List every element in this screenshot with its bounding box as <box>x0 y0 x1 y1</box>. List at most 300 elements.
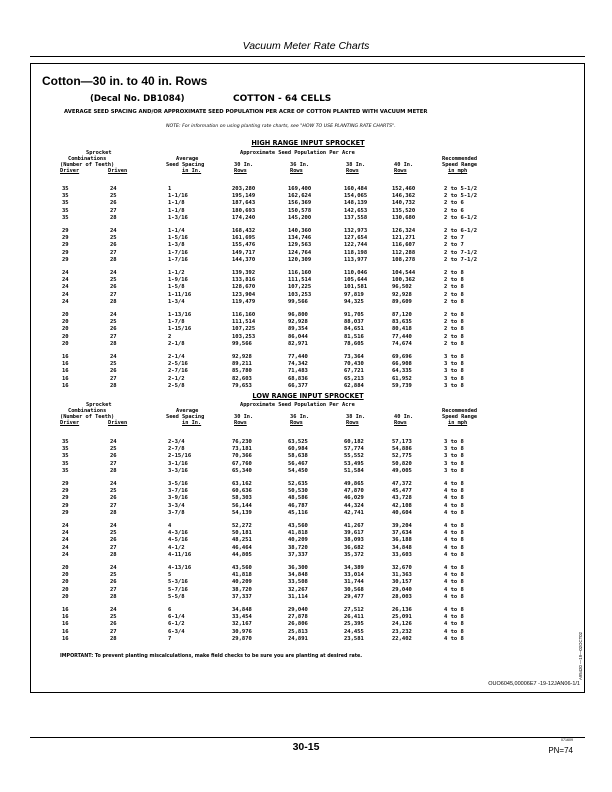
cell-pop-40: 100,362 <box>392 277 416 284</box>
cell-driven: 24 <box>110 270 117 276</box>
cell-spacing: 1-3/16 <box>168 214 188 221</box>
cell-pop-36: 63,525 <box>288 439 308 445</box>
cell-pop-40: 25,091 <box>392 614 412 621</box>
cell-speed: 3 to 8 <box>444 354 464 360</box>
cell-driver: 24 <box>62 298 69 305</box>
cell-spacing: 2-1/2 <box>168 375 185 382</box>
cell-spacing: 1-1/4 <box>168 228 185 234</box>
cell-pop-30: 79,653 <box>232 382 252 389</box>
cell-driver: 20 <box>62 319 69 326</box>
cell-pop-40: 33,603 <box>392 551 412 558</box>
cell-driver: 20 <box>62 579 69 586</box>
cell-spacing: 1-7/16 <box>168 249 188 256</box>
cell-driver: 35 <box>62 467 69 474</box>
cell-pop-38: 105,644 <box>344 277 368 284</box>
cell-pop-30: 54,139 <box>232 509 252 516</box>
hdr-40in: 40 In. <box>394 162 414 168</box>
cell-speed: 3 to 8 <box>444 368 464 375</box>
cell-driven: 25 <box>110 488 117 495</box>
cell-driven: 28 <box>110 340 117 347</box>
cell-pop-40: 32,670 <box>392 565 412 571</box>
cell-pop-36: 162,624 <box>288 193 312 200</box>
cell-driven: 26 <box>110 284 117 291</box>
cell-pop-36: 103,253 <box>288 291 312 298</box>
cell-driver: 29 <box>62 495 69 502</box>
cell-pop-40: 54,886 <box>392 446 412 453</box>
cell-spacing: 2-5/16 <box>168 361 188 368</box>
cell-pop-36: 60,984 <box>288 446 308 453</box>
cell-driver: 20 <box>62 593 69 600</box>
cell-pop-38: 110,046 <box>344 270 368 276</box>
hdr-speed-range: Speed Range <box>442 162 478 168</box>
cell-spacing: 1-1/8 <box>168 200 185 207</box>
cell-speed: 2 to 5-1/2 <box>444 186 478 192</box>
cell-driven: 25 <box>110 446 117 453</box>
cell-pop-40: 43,728 <box>392 495 412 502</box>
cell-pop-38: 33,014 <box>344 572 364 579</box>
cell-pop-36: 37,337 <box>288 551 308 558</box>
cell-pop-38: 65,213 <box>344 375 364 382</box>
cell-pop-30: 32,167 <box>232 621 252 628</box>
cell-speed: 4 to 8 <box>444 502 464 509</box>
cell-spacing: 1-9/16 <box>168 277 188 284</box>
cell-speed: 4 to 8 <box>444 537 464 544</box>
hdr-36in: 36 In. <box>290 162 310 168</box>
cell-pop-40: 77,440 <box>392 333 412 340</box>
cell-driven: 27 <box>110 207 117 214</box>
hdr-40in: 40 In. <box>394 414 414 420</box>
cell-pop-30: 149,717 <box>232 249 256 256</box>
cell-spacing: 4-1/2 <box>168 544 185 551</box>
cell-driver: 24 <box>62 523 69 529</box>
hdr-recommended: Recommended <box>442 408 478 414</box>
cell-spacing: 1 <box>168 186 172 192</box>
cell-pop-36: 145,200 <box>288 214 312 221</box>
cell-pop-38: 31,744 <box>344 579 364 586</box>
cell-driver: 35 <box>62 200 69 207</box>
cell-pop-40: 121,271 <box>392 235 416 242</box>
cell-pop-30: 73,181 <box>232 446 252 453</box>
cell-spacing: 3-9/16 <box>168 495 188 502</box>
hdr-30in: 30 In. <box>234 414 254 420</box>
cell-pop-40: 87,120 <box>392 312 412 318</box>
cell-speed: 3 to 8 <box>444 453 464 460</box>
cell-pop-36: 27,878 <box>288 614 308 621</box>
cell-driver: 16 <box>62 621 69 628</box>
cell-pop-38: 51,584 <box>344 467 364 474</box>
cell-driver: 35 <box>62 453 69 460</box>
hdr-driver: Driver <box>60 168 80 174</box>
cell-pop-30: 48,251 <box>232 537 252 544</box>
cell-driven: 24 <box>110 481 117 487</box>
cell-spacing: 5-7/16 <box>168 586 188 593</box>
cell-spacing: 2-7/16 <box>168 368 188 375</box>
cell-driven: 24 <box>110 439 117 445</box>
cell-pop-30: 123,904 <box>232 291 256 298</box>
cell-pop-30: 29,870 <box>232 635 252 642</box>
cell-pop-40: 92,928 <box>392 291 412 298</box>
section-title: Cotton—30 in. to 40 in. Rows <box>42 74 208 88</box>
cell-spacing: 1-13/16 <box>168 312 192 318</box>
cell-pop-30: 37,337 <box>232 593 252 600</box>
cell-speed: 4 to 8 <box>444 593 464 600</box>
cell-pop-38: 78,605 <box>344 340 364 347</box>
cell-pop-36: 116,160 <box>288 270 312 276</box>
pn-label: PN=74 <box>548 746 573 755</box>
cell-pop-30: 168,432 <box>232 228 256 234</box>
hdr-rows-38: Rows <box>346 168 359 174</box>
cell-driven: 27 <box>110 375 117 382</box>
cell-pop-30: 33,454 <box>232 614 252 621</box>
cell-spacing: 1-5/8 <box>168 284 185 291</box>
cell-pop-36: 71,483 <box>288 368 308 375</box>
cell-speed: 2 to 7 <box>444 235 464 242</box>
cell-pop-30: 56,144 <box>232 502 252 509</box>
cell-spacing: 3-3/4 <box>168 502 185 509</box>
cell-pop-38: 55,552 <box>344 453 364 460</box>
cell-pop-36: 124,764 <box>288 249 312 256</box>
hdr-38in: 38 In. <box>346 162 366 168</box>
side-figure-code: A95420 —19—02OCT02 <box>578 631 583 680</box>
page-number: 30-15 <box>292 741 320 753</box>
cell-pop-40: 116,607 <box>392 242 416 249</box>
cell-pop-30: 41,818 <box>232 572 252 579</box>
cell-driven: 28 <box>110 551 117 558</box>
cell-driven: 26 <box>110 326 117 333</box>
cell-pop-38: 53,495 <box>344 460 364 467</box>
cell-pop-38: 38,093 <box>344 537 364 544</box>
cell-speed: 3 to 8 <box>444 382 464 389</box>
cell-spacing: 1-15/16 <box>168 326 192 333</box>
cell-pop-40: 66,908 <box>392 361 412 368</box>
cell-pop-36: 33,508 <box>288 579 308 586</box>
cell-pop-36: 54,450 <box>288 467 308 474</box>
cell-pop-38: 27,512 <box>344 607 364 613</box>
cell-driven: 25 <box>110 193 117 200</box>
cell-driven: 24 <box>110 607 117 613</box>
cell-spacing: 3-1/16 <box>168 460 188 467</box>
cell-speed: 4 to 8 <box>444 565 464 571</box>
cell-pop-40: 34,848 <box>392 544 412 551</box>
cell-pop-38: 81,516 <box>344 333 364 340</box>
cell-driver: 24 <box>62 551 69 558</box>
cell-speed: 2 to 8 <box>444 291 464 298</box>
hdr-rows-36: Rows <box>290 420 303 426</box>
cell-speed: 4 to 8 <box>444 607 464 613</box>
hdr-rows-30: Rows <box>234 420 247 426</box>
cell-spacing: 1-1/16 <box>168 193 188 200</box>
cell-pop-36: 82,971 <box>288 340 308 347</box>
low-range-title: LOW RANGE INPUT SPROCKET <box>252 392 364 400</box>
cell-driven: 28 <box>110 509 117 516</box>
cell-pop-30: 89,211 <box>232 361 252 368</box>
cell-pop-30: 180,693 <box>232 207 256 214</box>
cell-pop-38: 88,037 <box>344 319 364 326</box>
cell-pop-40: 40,604 <box>392 509 412 516</box>
footer-rule <box>30 737 585 738</box>
cell-pop-40: 69,696 <box>392 354 412 360</box>
cell-pop-36: 86,044 <box>288 333 308 340</box>
cell-spacing: 1-1/8 <box>168 207 185 214</box>
cell-pop-40: 52,775 <box>392 453 412 460</box>
cell-driven: 27 <box>110 460 117 467</box>
cell-pop-36: 169,400 <box>288 186 312 192</box>
cell-speed: 2 to 6 <box>444 200 464 207</box>
cell-pop-30: 38,720 <box>232 586 252 593</box>
running-header: Vacuum Meter Rate Charts <box>242 40 370 52</box>
cell-driven: 25 <box>110 530 117 537</box>
cell-spacing: 3-7/8 <box>168 509 185 516</box>
cell-pop-40: 31,363 <box>392 572 412 579</box>
cell-pop-40: 74,674 <box>392 340 412 347</box>
cell-pop-36: 40,209 <box>288 537 308 544</box>
cell-pop-40: 57,173 <box>392 439 412 445</box>
cell-speed: 2 to 6-1/2 <box>444 228 478 234</box>
cell-pop-30: 99,566 <box>232 340 252 347</box>
cell-driven: 28 <box>110 593 117 600</box>
cell-pop-40: 59,739 <box>392 382 412 389</box>
cell-driven: 26 <box>110 579 117 586</box>
cell-speed: 2 to 7-1/2 <box>444 256 478 263</box>
hdr-average: Average <box>176 408 199 414</box>
cell-pop-38: 70,430 <box>344 361 364 368</box>
cell-pop-40: 47,372 <box>392 481 412 487</box>
hdr-seed-spacing: Seed Spacing <box>166 414 205 420</box>
cell-pop-40: 23,232 <box>392 628 412 635</box>
cell-pop-30: 128,670 <box>232 284 256 291</box>
cell-speed: 3 to 8 <box>444 439 464 445</box>
cell-pop-38: 26,411 <box>344 614 364 621</box>
cell-driver: 16 <box>62 614 69 621</box>
cell-pop-36: 24,891 <box>288 635 308 642</box>
cell-pop-36: 99,566 <box>288 298 308 305</box>
cell-driven: 24 <box>110 354 117 360</box>
cell-pop-36: 41,818 <box>288 530 308 537</box>
reference-code: OUO6045,00006E7 -19-12JAN06-1/1 <box>488 681 580 687</box>
cell-pop-40: 104,544 <box>392 270 416 276</box>
cell-pop-38: 23,581 <box>344 635 364 642</box>
cell-speed: 3 to 8 <box>444 467 464 474</box>
cell-spacing: 1-3/4 <box>168 298 185 305</box>
cell-driver: 35 <box>62 439 69 445</box>
hdr-sprocket: Sprocket <box>86 402 112 408</box>
cell-pop-40: 29,040 <box>392 586 412 593</box>
cell-pop-38: 24,455 <box>344 628 364 635</box>
cell-driven: 28 <box>110 382 117 389</box>
cell-spacing: 2-1/8 <box>168 340 185 347</box>
cell-pop-40: 126,324 <box>392 228 416 234</box>
cell-pop-30: 76,230 <box>232 439 252 445</box>
cell-driven: 24 <box>110 565 117 571</box>
cell-spacing: 4-11/16 <box>168 551 192 558</box>
cell-pop-30: 44,805 <box>232 551 252 558</box>
cell-driver: 16 <box>62 382 69 389</box>
hdr-average: Average <box>176 156 199 162</box>
cell-pop-40: 135,520 <box>392 207 416 214</box>
cell-pop-38: 142,653 <box>344 207 368 214</box>
cell-pop-38: 60,182 <box>344 439 364 445</box>
cell-pop-36: 92,928 <box>288 319 308 326</box>
cell-pop-30: 67,760 <box>232 460 252 467</box>
cell-speed: 4 to 8 <box>444 481 464 487</box>
cell-pop-36: 45,116 <box>288 509 308 516</box>
cell-pop-36: 134,746 <box>288 235 312 242</box>
cell-spacing: 4-5/16 <box>168 537 188 544</box>
cell-pop-38: 137,558 <box>344 214 368 221</box>
cell-pop-36: 140,360 <box>288 228 312 234</box>
cell-pop-40: 50,820 <box>392 460 412 467</box>
cell-driven: 28 <box>110 635 117 642</box>
cell-driven: 26 <box>110 537 117 544</box>
cell-pop-40: 42,108 <box>392 502 412 509</box>
cell-pop-40: 83,635 <box>392 319 412 326</box>
cell-pop-38: 67,721 <box>344 368 364 375</box>
cell-spacing: 5-5/8 <box>168 593 185 600</box>
cell-driven: 24 <box>110 523 117 529</box>
cell-driven: 28 <box>110 298 117 305</box>
hdr-in-mph: in mph <box>448 168 468 174</box>
hdr-approx: Approximate Seed Population Per Acre <box>240 150 355 156</box>
cell-pop-40: 24,126 <box>392 621 412 628</box>
cell-pop-30: 133,816 <box>232 277 256 284</box>
cell-pop-36: 77,440 <box>288 354 308 360</box>
hdr-rows-40: Rows <box>394 420 407 426</box>
cell-pop-30: 30,976 <box>232 628 252 635</box>
cell-driven: 26 <box>110 242 117 249</box>
cell-pop-38: 36,682 <box>344 544 364 551</box>
cell-spacing: 6 <box>168 607 172 613</box>
cell-driver: 24 <box>62 291 69 298</box>
cell-driver: 20 <box>62 340 69 347</box>
cell-speed: 3 to 8 <box>444 446 464 453</box>
cell-driven: 27 <box>110 249 117 256</box>
cell-pop-38: 101,581 <box>344 284 368 291</box>
cell-speed: 4 to 8 <box>444 544 464 551</box>
cell-spacing: 4-13/16 <box>168 565 192 571</box>
cell-pop-38: 49,865 <box>344 481 364 487</box>
cell-pop-30: 70,366 <box>232 453 252 460</box>
cell-pop-36: 48,586 <box>288 495 308 502</box>
cell-driver: 29 <box>62 249 69 256</box>
cell-pop-40: 146,362 <box>392 193 416 200</box>
cell-pop-30: 107,225 <box>232 326 256 333</box>
cell-pop-30: 203,280 <box>232 186 256 192</box>
chart-title: COTTON - 64 CELLS <box>233 94 332 104</box>
cell-pop-30: 65,340 <box>232 467 252 474</box>
cell-driven: 25 <box>110 277 117 284</box>
cell-driver: 35 <box>62 460 69 467</box>
cell-pop-38: 46,029 <box>344 495 364 502</box>
cell-pop-36: 36,300 <box>288 565 308 571</box>
cell-spacing: 6-3/4 <box>168 628 185 635</box>
cell-speed: 2 to 5-1/2 <box>444 193 478 200</box>
cell-pop-36: 31,114 <box>288 593 308 600</box>
cell-pop-36: 38,720 <box>288 544 308 551</box>
cell-pop-36: 120,309 <box>288 256 312 263</box>
cell-pop-38: 34,389 <box>344 565 364 571</box>
cell-driver: 20 <box>62 572 69 579</box>
cell-spacing: 2-1/4 <box>168 354 185 360</box>
cell-speed: 4 to 8 <box>444 614 464 621</box>
hdr-in-mph: in mph <box>448 420 468 426</box>
hdr-recommended: Recommended <box>442 156 478 162</box>
cell-driven: 28 <box>110 256 117 263</box>
cell-spacing: 3-7/16 <box>168 488 188 495</box>
cell-pop-30: 85,780 <box>232 368 252 375</box>
cell-pop-36: 25,813 <box>288 628 308 635</box>
cell-driven: 28 <box>110 467 117 474</box>
cell-pop-38: 62,884 <box>344 382 364 389</box>
cell-driven: 26 <box>110 453 117 460</box>
cell-driver: 24 <box>62 270 69 276</box>
cell-pop-30: 60,636 <box>232 488 252 495</box>
cell-pop-36: 89,354 <box>288 326 308 333</box>
cell-pop-38: 148,139 <box>344 200 368 207</box>
hdr-driven: Driven <box>108 168 128 174</box>
cell-pop-40: 130,680 <box>392 214 416 221</box>
cell-driven: 28 <box>110 214 117 221</box>
cell-pop-40: 28,003 <box>392 593 412 600</box>
cell-pop-30: 103,253 <box>232 333 256 340</box>
cell-pop-40: 80,418 <box>392 326 412 333</box>
cell-driver: 35 <box>62 214 69 221</box>
hdr-rows-30: Rows <box>234 168 247 174</box>
cell-driven: 26 <box>110 200 117 207</box>
cell-speed: 4 to 8 <box>444 579 464 586</box>
cell-pop-30: 111,514 <box>232 319 256 326</box>
cell-spacing: 2-3/4 <box>168 439 185 445</box>
cell-pop-30: 144,370 <box>232 256 256 263</box>
cell-driven: 25 <box>110 614 117 621</box>
cell-speed: 2 to 8 <box>444 312 464 318</box>
hdr-30in: 30 In. <box>234 162 254 168</box>
cell-spacing: 7 <box>168 635 172 642</box>
hdr-rows-40: Rows <box>394 168 407 174</box>
cell-pop-36: 150,578 <box>288 207 312 214</box>
cell-spacing: 6-1/4 <box>168 614 185 621</box>
cell-pop-38: 91,705 <box>344 312 364 318</box>
cell-driver: 35 <box>62 186 69 192</box>
cell-pop-30: 195,149 <box>232 193 256 200</box>
hdr-driven: Driven <box>108 420 128 426</box>
decal-number: (Decal No. DB1084) <box>90 94 185 104</box>
cell-speed: 2 to 8 <box>444 326 464 333</box>
cell-pop-40: 89,609 <box>392 298 412 305</box>
cell-driver: 16 <box>62 375 69 382</box>
cell-pop-40: 112,288 <box>392 249 416 256</box>
cell-speed: 2 to 8 <box>444 277 464 284</box>
cell-driven: 25 <box>110 361 117 368</box>
cell-speed: 4 to 8 <box>444 488 464 495</box>
hdr-combinations: Combinations <box>68 156 107 162</box>
cell-spacing: 4-3/16 <box>168 530 188 537</box>
cell-pop-38: 97,819 <box>344 291 364 298</box>
cell-pop-36: 74,342 <box>288 361 308 368</box>
cell-spacing: 5 <box>168 572 172 579</box>
chart-subtitle: AVERAGE SEED SPACING AND/OR APPROXIMATE SEED POPULATION PER ACRE OF COTTON PLANTED WITH VACUUM METER <box>64 109 428 115</box>
cell-spacing: 2-7/8 <box>168 446 185 453</box>
cell-pop-38: 84,651 <box>344 326 364 333</box>
cell-driven: 24 <box>110 312 117 318</box>
cell-pop-36: 34,848 <box>288 572 308 579</box>
cell-driver: 29 <box>62 481 69 487</box>
cell-speed: 2 to 8 <box>444 284 464 291</box>
cell-spacing: 1-11/16 <box>168 291 192 298</box>
cell-driver: 29 <box>62 488 69 495</box>
cell-pop-38: 160,484 <box>344 186 368 192</box>
cell-speed: 2 to 6-1/2 <box>444 214 478 221</box>
cell-pop-36: 107,225 <box>288 284 312 291</box>
